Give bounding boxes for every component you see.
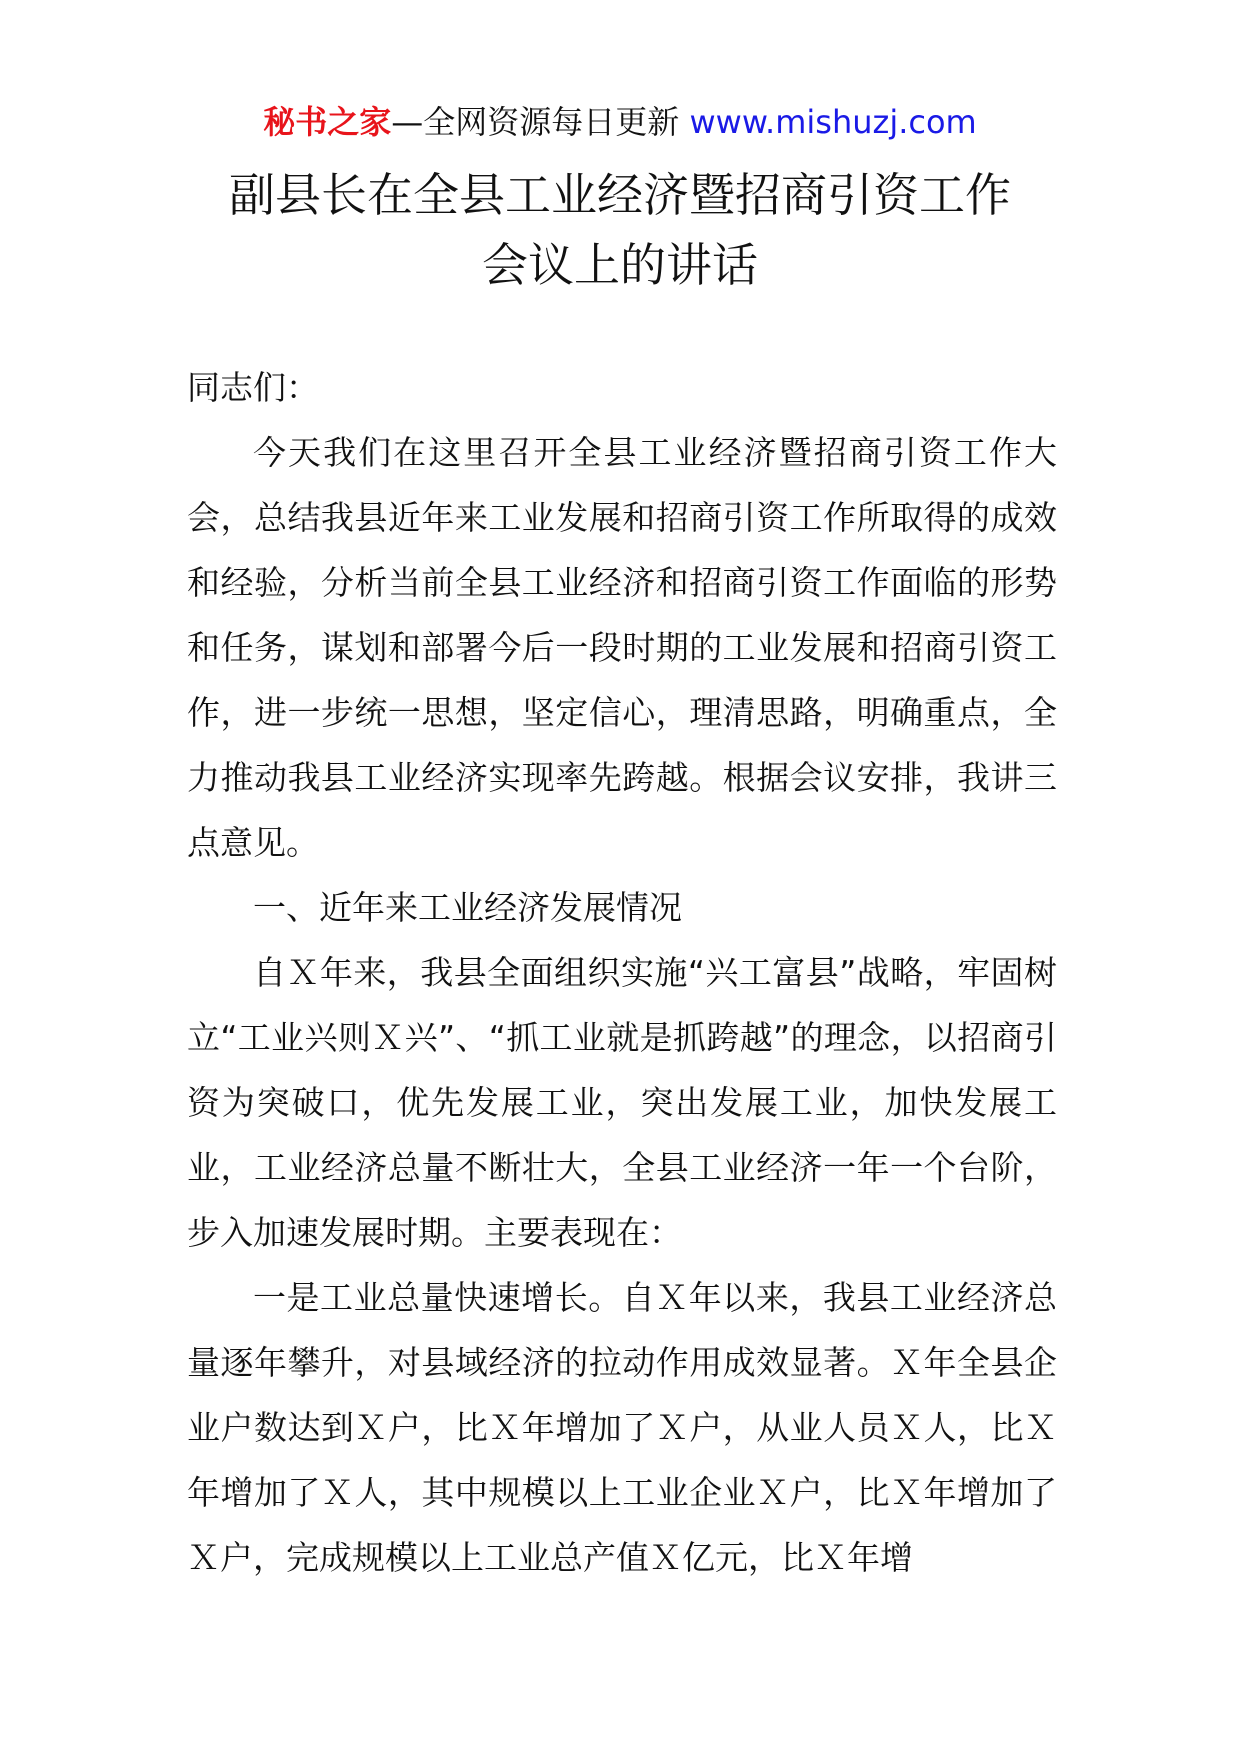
salutation: 同志们：: [187, 368, 319, 407]
document-title-line-1: 副县长在全县工业经济暨招商引资工作: [229, 168, 1011, 222]
site-brand: 秘书之家: [263, 103, 392, 141]
paragraph-point-1: 一是工业总量快速增长。自Ｘ年以来，我县工业经济总量逐年攀升，对县域经济的拉动作用成效显著。Ｘ年全县企业户数达到Ｘ户，比Ｘ年增加了Ｘ户，从业人员Ｘ人，比Ｘ年增加了Ｘ人，其中规模以上工业企业Ｘ户，比Ｘ年增加了Ｘ户，完成规模以上工业总产值Ｘ亿元，比Ｘ年增: [187, 1278, 1057, 1577]
paragraph-overview: 自Ｘ年来，我县全面组织实施“兴工富县”战略，牢固树立“工业兴则Ｘ兴”、“抓工业就是抓跨越”的理念，以招商引资为突破口，优先发展工业，突出发展工业，加快发展工业，工业经济总量不断壮大，全县工业经济一年一个台阶，步入加速发展时期。主要表现在：: [187, 953, 1057, 1252]
site-tagline: —全网资源每日更新: [391, 103, 690, 141]
document-body: [187, 355, 1057, 1590]
site-url-link[interactable]: www.mishuzj.com: [689, 103, 977, 141]
section-heading-1: 一、近年来工业经济发展情况: [253, 888, 682, 927]
paragraph-intro: 今天我们在这里召开全县工业经济暨招商引资工作大会，总结我县近年来工业发展和招商引资工作所取得的成效和经验，分析当前全县工业经济和招商引资工作面临的形势和任务，谋划和部署今后一段时期的工业发展和招商引资工作，进一步统一思想，坚定信心，理清思路，明确重点，全力推动我县工业经济实现率先跨越。根据会议安排，我讲三点意见。: [187, 433, 1057, 862]
site-header: [0, 98, 1240, 146]
document-title: [0, 160, 1240, 300]
document-title-line-2: 会议上的讲话: [482, 238, 758, 292]
